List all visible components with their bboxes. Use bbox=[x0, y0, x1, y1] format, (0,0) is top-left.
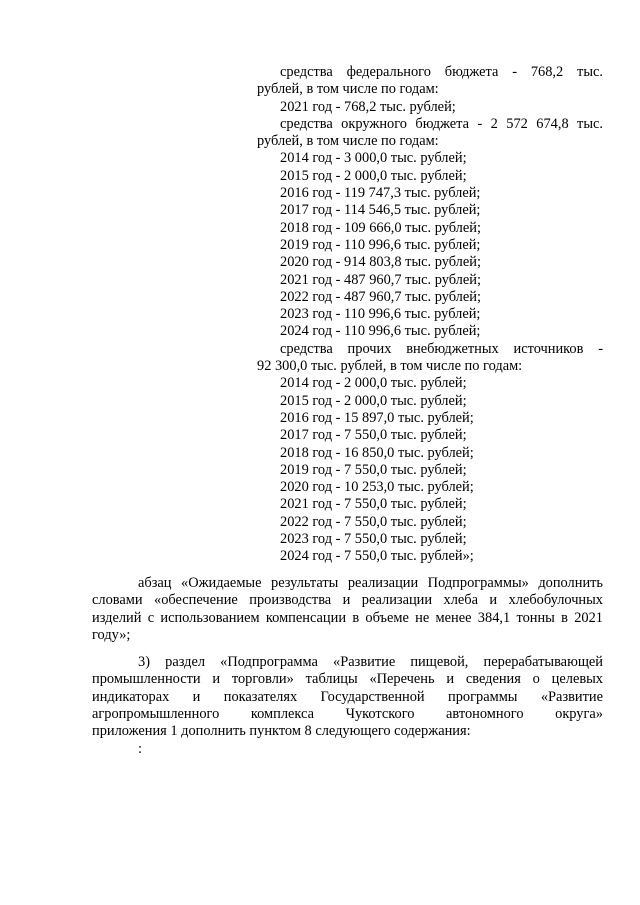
paragraph-line: году»; bbox=[92, 626, 131, 643]
funding-line: 2020 год - 10 253,0 тыс. рублей; bbox=[280, 479, 474, 496]
funding-line: средства окружного бюджета - 2 572 674,8 тыс. bbox=[280, 115, 603, 132]
funding-line: 2019 год - 7 550,0 тыс. рублей; bbox=[280, 461, 467, 478]
funding-line: 2016 год - 15 897,0 тыс. рублей; bbox=[280, 409, 474, 426]
paragraph-line: индикаторах и показателях Государственной программы «Развитие bbox=[92, 688, 603, 705]
funding-line: средства прочих внебюджетных источников - bbox=[280, 340, 603, 357]
paragraph-line: словами «обеспечение производства и реализации хлеба и хлебобулочных bbox=[92, 592, 603, 609]
funding-line: 2015 год - 2 000,0 тыс. рублей; bbox=[280, 167, 467, 184]
funding-line: 2018 год - 16 850,0 тыс. рублей; bbox=[280, 444, 474, 461]
paragraph-gap bbox=[92, 644, 603, 654]
paragraph-line: промышленности и торговли» таблицы «Перечень и сведения о целевых bbox=[92, 671, 603, 688]
funding-line: 2022 год - 487 960,7 тыс. рублей; bbox=[280, 288, 481, 305]
paragraph-line: 3) раздел «Подпрограмма «Развитие пищевой, перерабатывающей bbox=[138, 654, 603, 671]
funding-line: 2023 год - 7 550,0 тыс. рублей; bbox=[280, 531, 467, 548]
funding-line: 2021 год - 768,2 тыс. рублей; bbox=[280, 98, 456, 115]
funding-line: 2021 год - 7 550,0 тыс. рублей; bbox=[280, 496, 467, 513]
paragraph-line: приложения 1 дополнить пунктом 8 следующего содержания: bbox=[92, 723, 471, 740]
funding-line: 2024 год - 110 996,6 тыс. рублей; bbox=[280, 323, 481, 340]
funding-line: 2016 год - 119 747,3 тыс. рублей; bbox=[280, 185, 481, 202]
funding-line: 2018 год - 109 666,0 тыс. рублей; bbox=[280, 219, 481, 236]
funding-column bbox=[257, 64, 603, 566]
funding-line: 2022 год - 7 550,0 тыс. рублей; bbox=[280, 513, 467, 530]
funding-line: 2020 год - 914 803,8 тыс. рублей; bbox=[280, 254, 481, 271]
paragraph-line: абзац «Ожидаемые результаты реализации Подпрограммы» дополнить bbox=[138, 575, 603, 591]
funding-line: 2014 год - 2 000,0 тыс. рублей; bbox=[280, 375, 467, 392]
funding-line: 2021 год - 487 960,7 тыс. рублей; bbox=[280, 271, 481, 288]
paragraph-expected-results bbox=[92, 575, 603, 644]
main-text bbox=[92, 575, 603, 758]
funding-line: 2015 год - 2 000,0 тыс. рублей; bbox=[280, 392, 467, 409]
funding-line: 2017 год - 7 550,0 тыс. рублей; bbox=[280, 427, 467, 444]
funding-line: рублей, в том числе по годам: bbox=[257, 133, 439, 150]
funding-line: рублей, в том числе по годам: bbox=[257, 81, 439, 98]
paragraph-section-3 bbox=[92, 654, 603, 758]
funding-line: 2014 год - 3 000,0 тыс. рублей; bbox=[280, 150, 467, 167]
funding-line: 2024 год - 7 550,0 тыс. рублей»; bbox=[280, 548, 474, 565]
funding-line: 2019 год - 110 996,6 тыс. рублей; bbox=[280, 236, 481, 253]
funding-line: 2023 год - 110 996,6 тыс. рублей; bbox=[280, 306, 481, 323]
paragraph-line: : bbox=[138, 740, 142, 757]
paragraph-line: изделий с использованием компенсации в объеме не менее 384,1 тонны в 2021 bbox=[92, 609, 603, 626]
funding-line: средства федерального бюджета - 768,2 тыс. bbox=[280, 64, 603, 80]
funding-line: 2017 год - 114 546,5 тыс. рублей; bbox=[280, 202, 481, 219]
funding-line: 92 300,0 тыс. рублей, в том числе по годам: bbox=[257, 358, 523, 375]
paragraph-line: агропромышленного комплекса Чукотского автономного округа» bbox=[92, 706, 603, 723]
